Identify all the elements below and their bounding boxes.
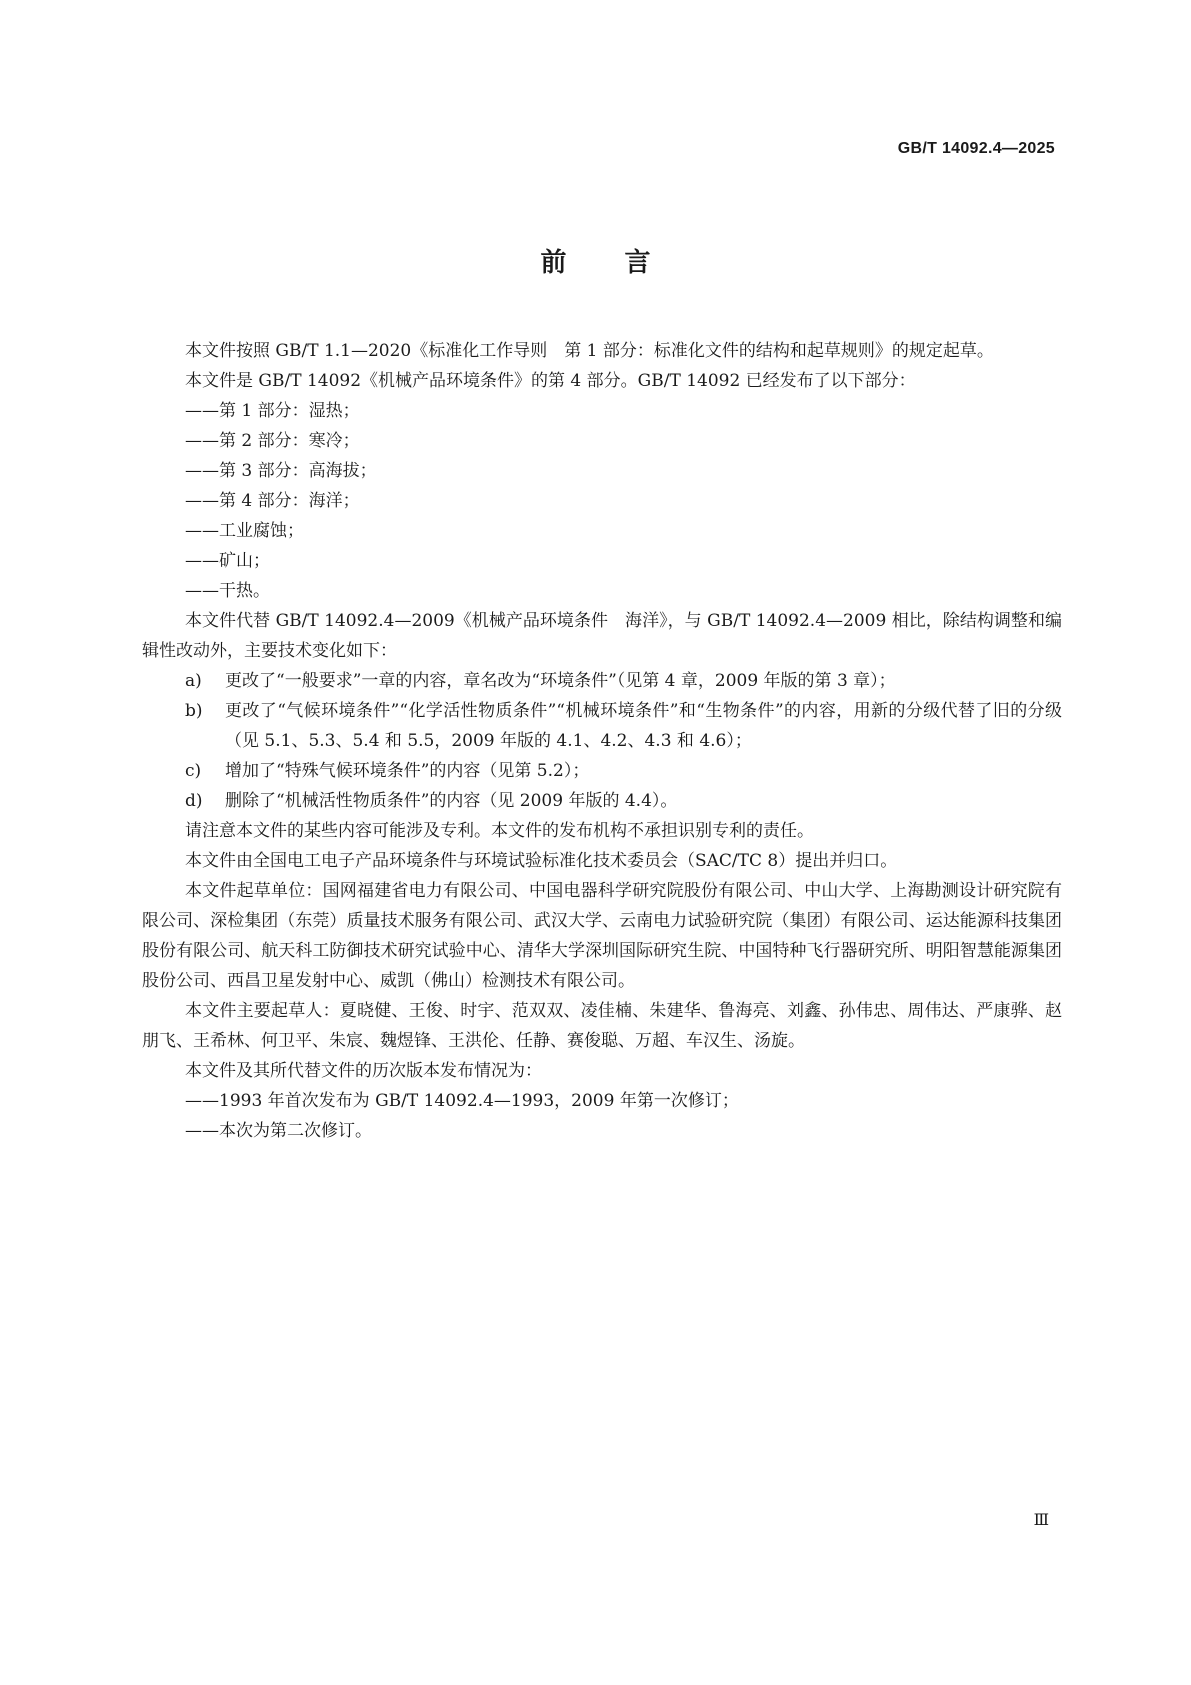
dash-mark: —— <box>185 401 219 421</box>
list-item <box>142 396 1062 426</box>
list-item-text: 本次为第二次修订。 <box>219 1121 372 1141</box>
change-item-text: 删除了“机械活性物质条件”的内容（见 2009 年版的 4.4）。 <box>225 791 678 811</box>
list-item-text: 干热。 <box>219 581 270 601</box>
page-number: Ⅲ <box>1033 1510 1049 1529</box>
list-item-text: 工业腐蚀； <box>219 521 304 541</box>
change-item-number: b) <box>185 701 203 721</box>
history-list <box>142 1086 1062 1146</box>
list-item <box>142 516 1062 546</box>
change-item-text: 更改了“一般要求”一章的内容，章名改为“环境条件”（见第 4 章，2009 年版的第 3 章）； <box>225 671 896 691</box>
change-item <box>185 756 1062 786</box>
list-item <box>142 456 1062 486</box>
change-item-text: 更改了“气候环境条件”“化学活性物质条件”“机械环境条件”和“生物条件”的内容，用新的分级代替了旧的分级（见 5.1、5.3、5.4 和 5.5，2009 年版的 4.1、4.2、4.3 和 4.6）； <box>225 701 1062 751</box>
change-item <box>185 786 1062 816</box>
paragraph-drafting-units: 本文件起草单位：国网福建省电力有限公司、中国电器科学研究院股份有限公司、中山大学、上海勘测设计研究院有限公司、深检集团（东莞）质量技术服务有限公司、武汉大学、云南电力试验研究院（集团）有限公司、运达能源科技集团股份有限公司、航天科工防御技术研究试验中心、清华大学深圳国际研究生院、中国特种飞行器研究所、明阳智慧能源集团股份公司、西昌卫星发射中心、威凯（佛山）检测技术有限公司。 <box>142 881 1062 991</box>
change-item-number: d) <box>185 791 203 811</box>
dash-mark: —— <box>185 491 219 511</box>
dash-mark: —— <box>185 521 219 541</box>
paragraph-replacement: 本文件代替 GB/T 14092.4—2009《机械产品环境条件 海洋》，与 GB/T 14092.4—2009 相比，除结构调整和编辑性改动外，主要技术变化如下： <box>142 611 1062 661</box>
paragraph-proposer: 本文件由全国电工电子产品环境条件与环境试验标准化技术委员会（SAC/TC 8）提出并归口。 <box>185 851 898 871</box>
dash-mark: —— <box>185 551 219 571</box>
list-item <box>142 426 1062 456</box>
list-item-text: 第 3 部分：高海拔； <box>219 461 377 481</box>
paragraph-series-intro: 本文件是 GB/T 14092《机械产品环境条件》的第 4 部分。GB/T 14092 已经发布了以下部分： <box>185 371 916 391</box>
document-body <box>142 336 1062 1146</box>
list-item <box>142 1086 1062 1116</box>
change-item <box>185 696 1062 756</box>
dash-mark: —— <box>185 1091 219 1111</box>
list-item <box>142 546 1062 576</box>
paragraph-patent-notice: 请注意本文件的某些内容可能涉及专利。本文件的发布机构不承担识别专利的责任。 <box>185 821 814 841</box>
change-item-number: a) <box>185 671 202 691</box>
list-item-text: 矿山； <box>219 551 270 571</box>
paragraph-history-intro: 本文件及其所代替文件的历次版本发布情况为： <box>185 1061 542 1081</box>
change-item-text: 增加了“特殊气候环境条件”的内容（见第 5.2）； <box>225 761 590 781</box>
dash-mark: —— <box>185 431 219 451</box>
list-item <box>142 576 1062 606</box>
list-item <box>142 1116 1062 1146</box>
changes-list <box>142 666 1062 816</box>
list-item-text: 第 2 部分：寒冷； <box>219 431 360 451</box>
dash-mark: —— <box>185 581 219 601</box>
list-item-text: 1993 年首次发布为 GB/T 14092.4—1993，2009 年第一次修订； <box>219 1091 739 1111</box>
dash-mark: —— <box>185 1121 219 1141</box>
change-item-number: c) <box>185 761 202 781</box>
change-item <box>185 666 1062 696</box>
standard-code: GB/T 14092.4—2025 <box>897 140 1055 157</box>
parts-list <box>142 396 1062 606</box>
dash-mark: —— <box>185 461 219 481</box>
list-item-text: 第 4 部分：海洋； <box>219 491 360 511</box>
page-title: 前言 <box>540 248 709 278</box>
paragraph-drafting-rules: 本文件按照 GB/T 1.1—2020《标准化工作导则 第 1 部分：标准化文件的结构和起草规则》的规定起草。 <box>185 341 994 361</box>
list-item-text: 第 1 部分：湿热； <box>219 401 360 421</box>
paragraph-drafters: 本文件主要起草人：夏晓健、王俊、时宇、范双双、凌佳楠、朱建华、鲁海亮、刘鑫、孙伟忠、周伟达、严康骅、赵朋飞、王希林、何卫平、朱宸、魏煜锋、王洪伦、任静、赛俊聪、万超、车汉生、汤旋。 <box>142 1001 1062 1051</box>
list-item <box>142 486 1062 516</box>
